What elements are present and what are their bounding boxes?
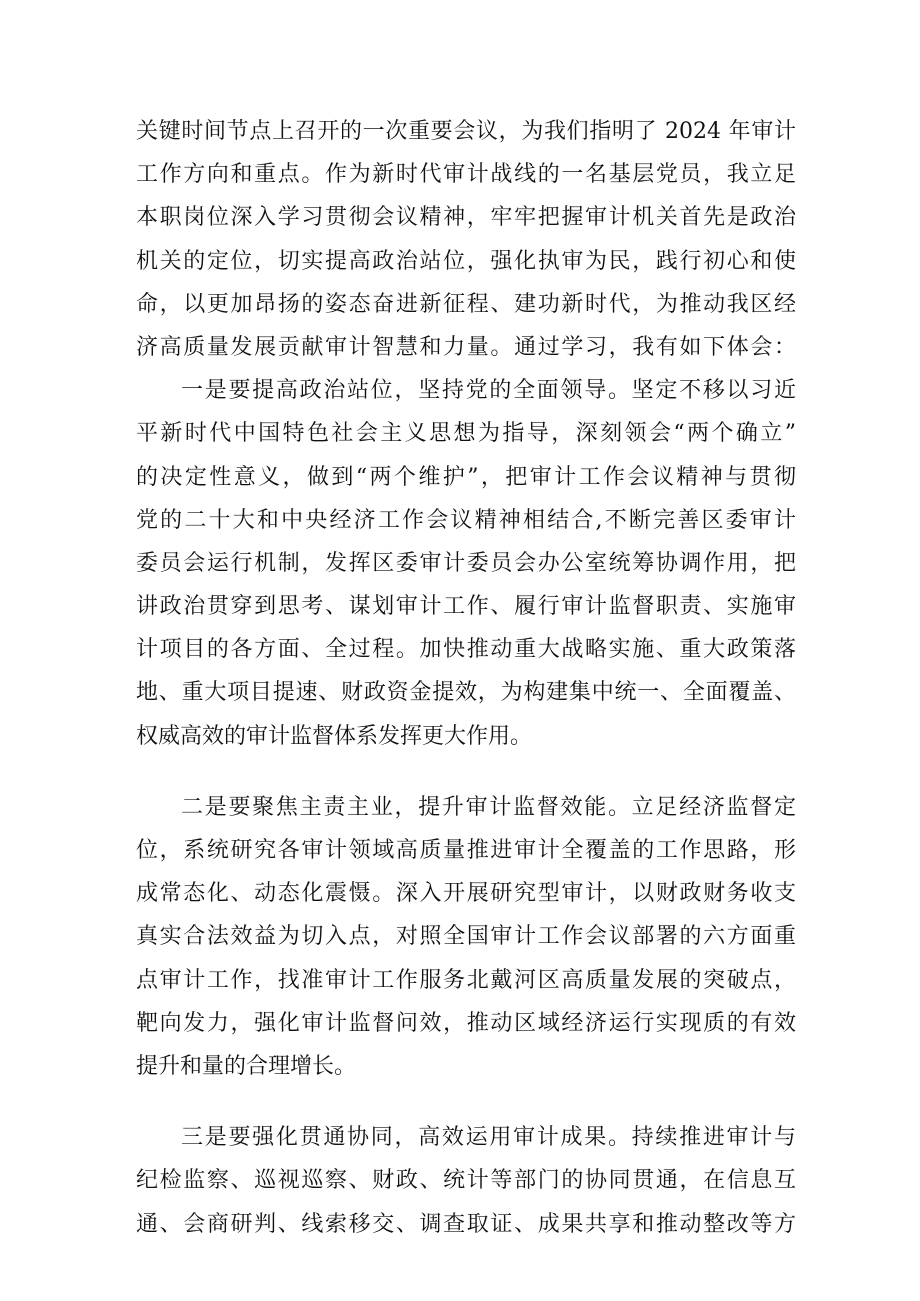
text-line: 真实合法效益为切入点，对照全国审计工作会议部署的六方面重	[136, 924, 796, 950]
text-line: 权威高效的审计监督体系发挥更大作用。	[136, 723, 533, 749]
text-line: 命，以更加昂扬的姿态奋进新征程、建功新时代，为推动我区经	[136, 291, 796, 317]
text-line: 讲政治贯穿到思考、谋划审计工作、履行审计监督职责、实施审	[136, 594, 796, 620]
text-line: 党的二十大和中央经济工作会议精神相结合,不断完善区委审计	[136, 507, 796, 533]
text-line: 二是要聚焦主责主业，提升审计监督效能。立足经济监督定	[181, 794, 796, 820]
paragraph-intro	[136, 110, 796, 369]
text-line: 位，系统研究各审计领域高质量推进审计全覆盖的工作思路，形	[136, 838, 796, 863]
text-line: 提升和量的合理增长。	[136, 1053, 357, 1079]
text-line: 计项目的各方面、全过程。加快推动重大战略实施、重大政策落	[136, 637, 796, 663]
document-body	[136, 110, 796, 1246]
paragraph-point-one	[136, 369, 796, 758]
text-line: 济高质量发展贡献审计智慧和力量。通过学习，我有如下体会：	[136, 334, 796, 360]
text-line: 委员会运行机制，发挥区委审计委员会办公室统筹协调作用，把	[136, 550, 796, 576]
text-line: 工作方向和重点。作为新时代审计战线的一名基层党员，我立足	[136, 162, 796, 188]
text-line: 成常态化、动态化震慑。深入开展研究型审计，以财政财务收支	[136, 881, 796, 907]
paragraph-spacer	[136, 758, 796, 786]
text-line: 的决定性意义，做到“两个维护”，把审计工作会议精神与贯彻	[136, 464, 796, 490]
text-line: 关键时间节点上召开的一次重要会议，为我们指明了 2024 年审计	[136, 119, 796, 144]
text-line: 平新时代中国特色社会主义思想为指导，深刻领会“两个确立”	[136, 421, 796, 447]
text-line: 靶向发力，强化审计监督问效，推动区域经济运行实现质的有效	[136, 1010, 796, 1036]
text-line: 纪检监察、巡视巡察、财政、统计等部门的协同贯通，在信息互	[136, 1168, 796, 1194]
text-line: 机关的定位，切实提高政治站位，强化执审为民，践行初心和使	[136, 248, 796, 274]
text-line: 三是要强化贯通协同，高效运用审计成果。持续推进审计与	[181, 1125, 796, 1151]
text-line: 通、会商研判、线索移交、调查取证、成果共享和推动整改等方	[136, 1211, 796, 1237]
paragraph-point-two	[136, 786, 796, 1088]
paragraph-spacer	[136, 1088, 796, 1116]
text-line: 点审计工作，找准审计工作服务北戴河区高质量发展的突破点，	[136, 967, 796, 993]
text-line: 地、重大项目提速、财政资金提效，为构建集中统一、全面覆盖、	[136, 680, 796, 706]
text-line: 本职岗位深入学习贯彻会议精神，牢牢把握审计机关首先是政治	[136, 205, 796, 231]
text-line: 一是要提高政治站位，坚持党的全面领导。坚定不移以习近	[181, 378, 796, 404]
paragraph-point-three	[136, 1116, 796, 1246]
